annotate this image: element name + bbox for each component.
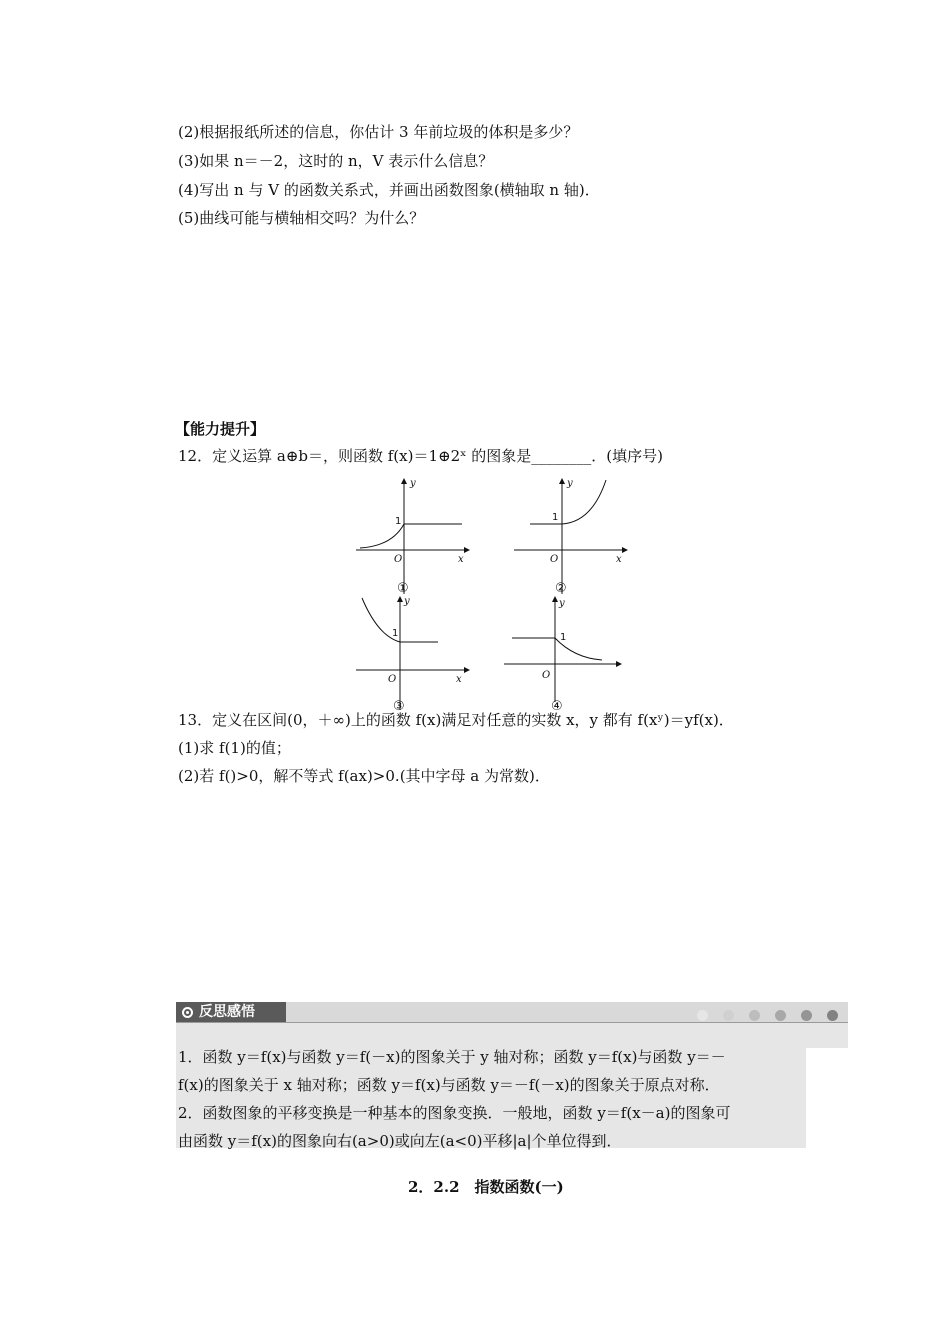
graph-label: ② bbox=[555, 581, 567, 596]
one-label: 1 bbox=[560, 632, 567, 643]
problem-13-part2: (2)若 f()>0，解不等式 f(ax)>0.(其中字母 a 为常数)． bbox=[178, 767, 550, 785]
graph-label: ④ bbox=[551, 699, 563, 712]
graph-1 bbox=[352, 476, 472, 596]
question-4: (4)写出 n 与 V 的函数关系式，并画出函数图象(横轴取 n 轴)． bbox=[178, 181, 600, 199]
dot-icon bbox=[697, 1010, 708, 1021]
question-2: (2)根据报纸所述的信息，你估计 3 年前垃圾的体积是多少？ bbox=[178, 123, 579, 141]
problem-13-part1: (1)求 f(1)的值； bbox=[178, 739, 291, 757]
y-axis-label: y bbox=[410, 478, 416, 489]
dot-icon bbox=[749, 1010, 760, 1021]
dot-icon bbox=[801, 1010, 812, 1021]
reflection-tag bbox=[176, 1002, 286, 1022]
bullseye-icon bbox=[182, 1007, 193, 1018]
reflection-tag-label: 反思感悟 bbox=[199, 1004, 255, 1020]
reflection-box-extension bbox=[806, 1022, 848, 1048]
one-label: 1 bbox=[392, 628, 399, 639]
y-axis-label: y bbox=[567, 478, 573, 489]
dot-icon bbox=[827, 1010, 838, 1021]
one-label: 1 bbox=[552, 512, 559, 523]
question-5: (5)曲线可能与横轴相交吗？为什么？ bbox=[178, 209, 425, 227]
x-axis-label: x bbox=[456, 674, 462, 685]
one-label: 1 bbox=[395, 516, 402, 527]
graph-3 bbox=[352, 592, 472, 712]
reflection-header bbox=[176, 1002, 848, 1022]
x-axis-label: x bbox=[458, 554, 464, 565]
reflection-line-2: f(x)的图象关于 x 轴对称；函数 y＝f(x)与函数 y＝－f(－x)的图象关于原点对称． bbox=[178, 1076, 720, 1094]
origin-label: O bbox=[550, 554, 559, 565]
y-axis-label: y bbox=[404, 596, 410, 607]
graph-label: ③ bbox=[393, 699, 405, 712]
reflection-line-3: 2．函数图象的平移变换是一种基本的图象变换．一般地，函数 y＝f(x－a)的图象可 bbox=[178, 1104, 731, 1122]
next-section-title: 2．2.2 指数函数(一) bbox=[408, 1178, 564, 1196]
dot-icon bbox=[723, 1010, 734, 1021]
divider bbox=[176, 1022, 848, 1023]
graph-2 bbox=[510, 476, 630, 596]
section-heading: 【能力提升】 bbox=[175, 420, 266, 438]
y-axis-label: y bbox=[559, 598, 565, 609]
graph-label: ① bbox=[397, 581, 409, 596]
reflection-line-4: 由函数 y＝f(x)的图象向右(a>0)或向左(a<0)平移|a|个单位得到． bbox=[178, 1132, 622, 1150]
origin-label: O bbox=[388, 674, 397, 685]
reflection-line-1: 1．函数 y＝f(x)与函数 y＝f(－x)的图象关于 y 轴对称；函数 y＝f(x)与函数 y＝－ bbox=[178, 1048, 726, 1066]
reflection-strip bbox=[286, 1002, 848, 1022]
problem-13-stem: 13．定义在区间(0，＋∞)上的函数 f(x)满足对任意的实数 x，y 都有 f(xʸ)＝yf(x)． bbox=[178, 711, 734, 729]
problem-12: 12．定义运算 a⊕b＝，则函数 f(x)＝1⊕2ˣ 的图象是________．(填序号) bbox=[178, 447, 663, 465]
origin-label: O bbox=[394, 554, 403, 565]
question-3: (3)如果 n＝－2，这时的 n，V 表示什么信息？ bbox=[178, 152, 494, 170]
graph-4 bbox=[502, 592, 622, 712]
dot-icon bbox=[775, 1010, 786, 1021]
origin-label: O bbox=[542, 670, 551, 681]
x-axis-label: x bbox=[616, 554, 622, 565]
